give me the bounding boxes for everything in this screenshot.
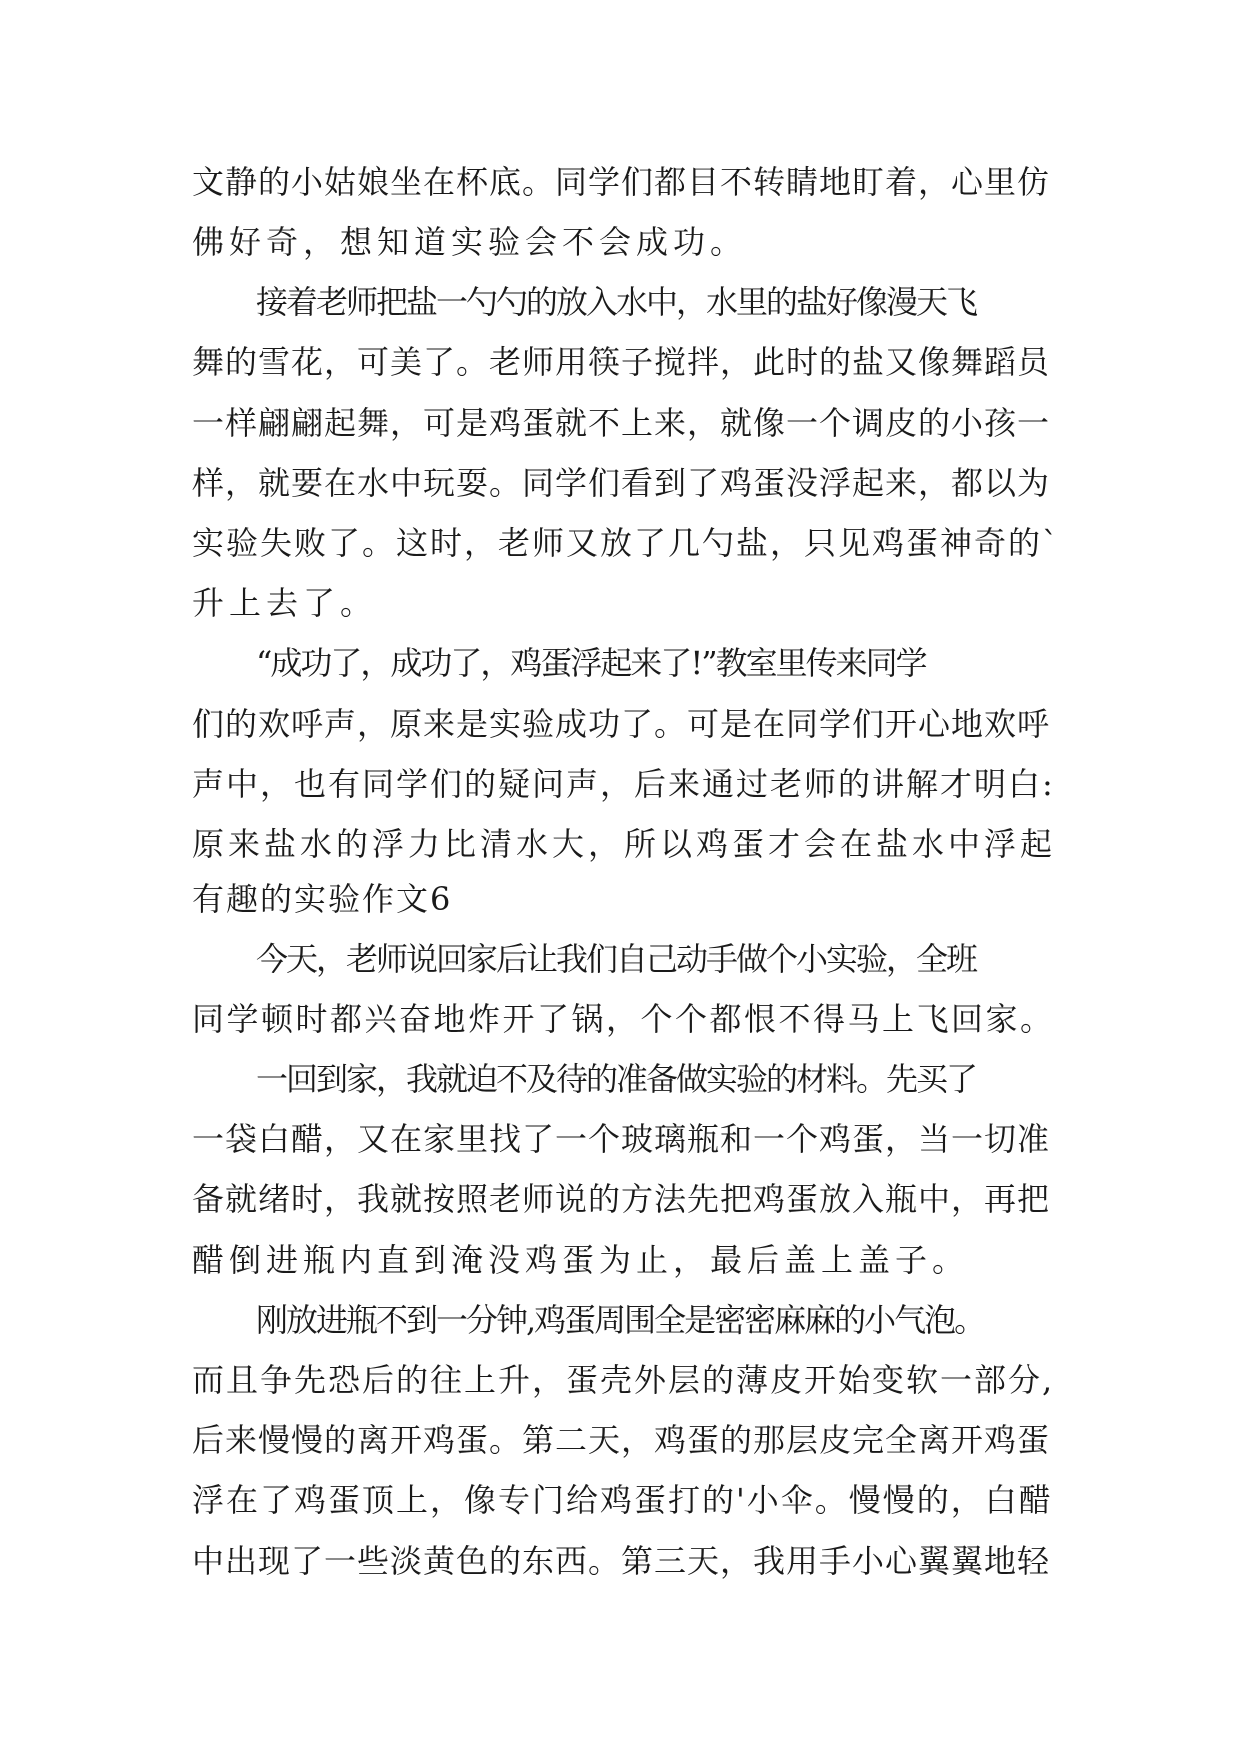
- paragraph-start-line: 刚放进瓶不到一分钟,鸡蛋周围全是密密麻麻的小气泡。: [256, 1301, 985, 1339]
- text-line: 样，就要在水中玩耍。同学们看到了鸡蛋没浮起来，都以为: [192, 464, 1051, 502]
- paragraph-start-line: “成功了，成功了，鸡蛋浮起来了!”教室里传来同学: [256, 644, 926, 682]
- paragraph-start-line: 今天，老师说回家后让我们自己动手做个小实验，全班: [256, 940, 977, 978]
- text-line: 升上去了。: [192, 584, 378, 622]
- paragraph-start-line: 接着老师把盐一勺勺的放入水中，水里的盐好像漫天飞: [256, 283, 977, 321]
- text-line: 备就绪时，我就按照老师说的方法先把鸡蛋放入瓶中，再把: [192, 1180, 1051, 1218]
- text-line: 一袋白醋，又在家里找了一个玻璃瓶和一个鸡蛋，当一切准: [192, 1120, 1051, 1158]
- section-heading: 有趣的实验作文6: [192, 880, 453, 918]
- text-line: 实验失败了。这时，老师又放了几勺盐，只见鸡蛋神奇的`: [192, 524, 1061, 562]
- text-line: 浮在了鸡蛋顶上，像专门给鸡蛋打的'小伞。慢慢的，白醋: [192, 1481, 1053, 1519]
- text-line: 同学顿时都兴奋地炸开了锅，个个都恨不得马上飞回家。: [192, 1000, 1055, 1038]
- text-line: 文静的小姑娘坐在杯底。同学们都目不转睛地盯着，心里仿: [192, 163, 1051, 201]
- text-line: 佛好奇，想知道实验会不会成功。: [192, 223, 748, 261]
- text-line: 原来盐水的浮力比清水大，所以鸡蛋才会在盐水中浮起: [192, 825, 1057, 863]
- text-line: 醋倒进瓶内直到淹没鸡蛋为止，最后盖上盖子。: [192, 1241, 970, 1279]
- text-line: 中出现了一些淡黄色的东西。第三天，我用手小心翼翼地轻: [192, 1542, 1051, 1580]
- text-line: 舞的雪花，可美了。老师用筷子搅拌，此时的盐又像舞蹈员: [192, 343, 1051, 381]
- text-line: 声中，也有同学们的疑问声，后来通过老师的讲解才明白:: [192, 765, 1055, 803]
- text-line: 而且争先恐后的往上升，蛋壳外层的薄皮开始变软一部分,: [192, 1361, 1055, 1399]
- text-line: 们的欢呼声，原来是实验成功了。可是在同学们开心地欢呼: [192, 705, 1051, 743]
- text-line: 后来慢慢的离开鸡蛋。第二天，鸡蛋的那层皮完全离开鸡蛋: [192, 1421, 1051, 1459]
- paragraph-start-line: 一回到家，我就迫不及待的准备做实验的材料。先买了: [256, 1060, 977, 1098]
- text-line: 一样翩翩起舞，可是鸡蛋就不上来，就像一个调皮的小孩一: [192, 404, 1051, 442]
